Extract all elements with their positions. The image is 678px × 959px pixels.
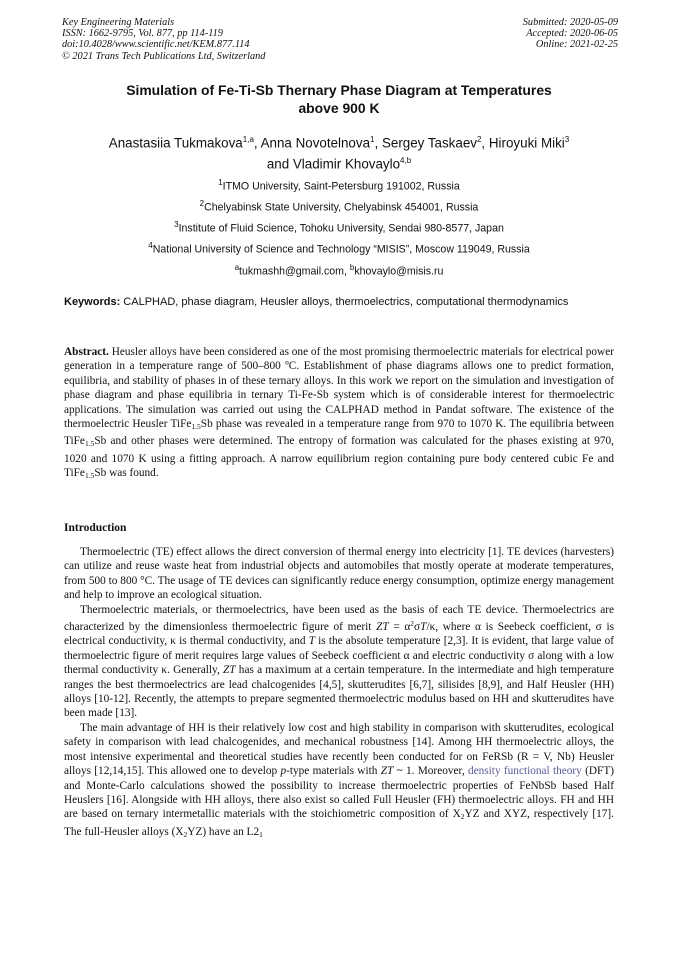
- abstract-text: Sb phase was revealed in a temperature range from 970 to 1070 K. The equilibria between TiFe: [64, 418, 614, 448]
- text-run: Thermoelectric materials, or thermoelectrics, have been used as the basis of each TE device. Thermoelectrics are characterized by the dimensionless thermoelectric figure of merit: [64, 603, 614, 634]
- math-p: p: [280, 765, 287, 778]
- email-a[interactable]: tukmashh@gmail.com,: [239, 265, 350, 278]
- subscript: 1.5: [84, 471, 95, 481]
- math-zt: ZT: [376, 621, 389, 634]
- abstract-text: Sb was found.: [94, 467, 159, 480]
- text-run: YZ and XYZ, respectively [17]. The full-Heusler alloys (X: [64, 808, 614, 838]
- email-b[interactable]: khovaylo@misis.ru: [354, 265, 444, 278]
- copyright-line: © 2021 Trans Tech Publications Ltd, Switzerland: [62, 50, 266, 62]
- author-affil-sup: 3: [564, 135, 570, 144]
- author-name: Hiroyuki Miki: [488, 135, 565, 151]
- author-name: and Vladimir Khovaylo: [266, 156, 401, 172]
- intro-paragraph-1: Thermoelectric (TE) effect allows the direct conversion of thermal energy into electricity [1]. TE devices (harvesters) can utilize and reuse waste heat from industrial objects and automobiles that mostly operate at moderate temperatures, from 500 to 800 °C. The usage of TE devices can significantly reduce energy consumption, optimize energy management and help to improve an ecological situation.: [64, 546, 614, 602]
- affiliation-sup: 3: [174, 220, 179, 229]
- text-run: The main advantage of HH is their relatively low cost and high stability in comparison with skutterudites, ecological safety in comparison with lead chalcogenides, and mechanical robustness [14]. Among HH thermoelectric alloys, the most intensive experimental and theoretical studies have recently been conducted for on FeRSb (R = V, Nb) Heusler alloys [12,14,15]. This allowed one to develop: [64, 721, 614, 778]
- email-sup: b: [349, 263, 355, 272]
- author-name: Sergey Taskaev: [381, 135, 477, 151]
- math-zt: ZT: [380, 765, 394, 778]
- math-t: T: [308, 635, 315, 648]
- author-affil-sup: 4,b: [400, 156, 412, 166]
- author-emails: [40, 261, 638, 279]
- superscript: 2: [410, 619, 415, 629]
- intro-paragraph-2: [64, 603, 614, 721]
- issn-line: ISSN: 1662-9795, Vol. 877, pp 114-119: [62, 28, 223, 40]
- abstract: [64, 345, 614, 484]
- author-name: Anastasiia Tukmakova: [108, 135, 243, 151]
- subscript: 1.5: [84, 439, 95, 449]
- section-heading-introduction: Introduction: [64, 522, 127, 534]
- text-run: ~ 1. Moreover,: [393, 765, 468, 778]
- dft-term: density functional theory: [467, 765, 582, 778]
- math-t: T: [420, 621, 427, 634]
- text-run: is the absolute temperature [2,3]. It is evident, that large value of thermoelectric figure of merit requires large values of Seebeck coefficient α and electric conductivity σ along with a low thermal conductivity κ. Generally,: [64, 635, 615, 677]
- doi-line[interactable]: doi:10.4028/www.scientific.net/KEM.877.114: [62, 39, 250, 51]
- affiliation-2: [40, 197, 638, 215]
- keywords-label: Keywords:: [64, 296, 121, 308]
- author-name: Anna Novotelnova: [260, 135, 371, 151]
- online-date: Online: 2021-02-25: [535, 39, 618, 51]
- affiliation-text: ITMO University, Saint-Petersburg 191002, Russia: [222, 180, 460, 193]
- affiliation-4: [40, 239, 638, 257]
- text-run: = α: [388, 621, 411, 634]
- affiliation-3: [40, 218, 638, 236]
- affiliation-1: [40, 176, 638, 194]
- author-line-1: Anastasiia Tukmakova$^{1,a}$, Anna Novotelnova$^1$, Sergey Taskaev$^2$, Hiroyuki Miki$^3$: [108, 135, 570, 151]
- title-line-2: above 900 K: [298, 100, 380, 116]
- affiliation-sup: 1: [218, 178, 223, 187]
- text-run: (DFT) and Monte-Carlo calculations showed the possibility to increase thermoelectric properties of FeNbSb based Half Heuslers [16]. Alongside with HH alloys, there also exist so called Full Heusler (FH) thermoelectric alloys. FH and HH are based on ternary intermetallic materials with the stoichiometric composition of X: [64, 765, 615, 821]
- author-affil-sup: 1,a: [242, 135, 254, 144]
- submitted-date: Submitted: 2020-05-09: [522, 17, 618, 28]
- keywords-text: CALPHAD, phase diagram, Heusler alloys, thermoelectrics, computational thermodynamics: [120, 296, 569, 308]
- accepted-date: Accepted: 2020-06-05: [526, 28, 618, 40]
- subscript: 1: [259, 829, 263, 839]
- abstract-text: Heusler alloys have been considered as one of the most promising thermoelectric materials for electrical power generation in a temperature range of 500–800 ºC. Establishment of phase diagrams allows one to predict formation, equilibria, and stability of phases in of these ternary alloys. In this work we report on the simulation and investigation of phase diagram and phase equilibria in ternary Ti-Fe-Sb system which is of considerable interest for thermoelectric applications. The simulation was carried out using the CALPHAD method in Pandat software. The existence of the thermoelectric Heusler TiFe: [64, 346, 614, 431]
- math-zt: ZT: [223, 664, 236, 677]
- abstract-label: Abstract.: [64, 346, 109, 358]
- author-affil-sup: 1: [370, 135, 375, 144]
- text-run: /κ, where α is Seebeck coefficient, σ is electrical conductivity, κ is thermal conductivity, and: [64, 621, 614, 648]
- subscript: 1.5: [191, 422, 201, 432]
- keywords: [64, 295, 614, 309]
- author-list: [50, 131, 628, 174]
- author-affil-sup: 2: [476, 135, 482, 144]
- text-run: -type materials with: [286, 765, 381, 778]
- introduction-body: [64, 545, 614, 842]
- affiliation-sup: 4: [148, 241, 153, 250]
- journal-name: Key Engineering Materials: [62, 17, 175, 28]
- intro-paragraph-3: [64, 721, 614, 842]
- subscript: 2: [460, 812, 465, 822]
- text-run: σ: [414, 621, 421, 634]
- affiliation-text: National University of Science and Technology “MISIS”, Moscow 119049, Russia: [152, 243, 530, 256]
- text-run: YZ) have an L2: [187, 825, 260, 838]
- journal-header-left: [62, 17, 382, 62]
- text-run: has a maximum at a certain temperature. In the intermediate and high temperature ranges the best thermoelectrics are lead chalcogenides [4,5], skutterudites [6,7], silisides [8,9], and Half Heusler (HH) alloys [10-12]. Recently, the attempts to prepare segmented thermoelectric modulus based on HH and skutterudites have been made [13].: [64, 664, 614, 720]
- subscript: 2: [183, 829, 188, 839]
- email-sup: a: [234, 263, 240, 272]
- abstract-text: Sb and other phases were determined. The entropy of formation was calculated for the phases existing at 970, 1020 and 1070 K using a fitting approach. A narrow equilibrium region containing pure body centered cubic Fe and TiFe: [64, 435, 614, 480]
- journal-header-right: [378, 17, 618, 51]
- affiliation-text: Institute of Fluid Science, Tohoku University, Sendai 980-8577, Japan: [178, 222, 504, 235]
- author-line-2: [50, 152, 628, 173]
- paper-title: [64, 81, 614, 117]
- affiliation-text: Chelyabinsk State University, Chelyabinsk 454001, Russia: [204, 201, 479, 214]
- title-line-1: Simulation of Fe-Ti-Sb Thernary Phase Diagram at Temperatures: [126, 82, 552, 98]
- affiliation-sup: 2: [199, 199, 205, 208]
